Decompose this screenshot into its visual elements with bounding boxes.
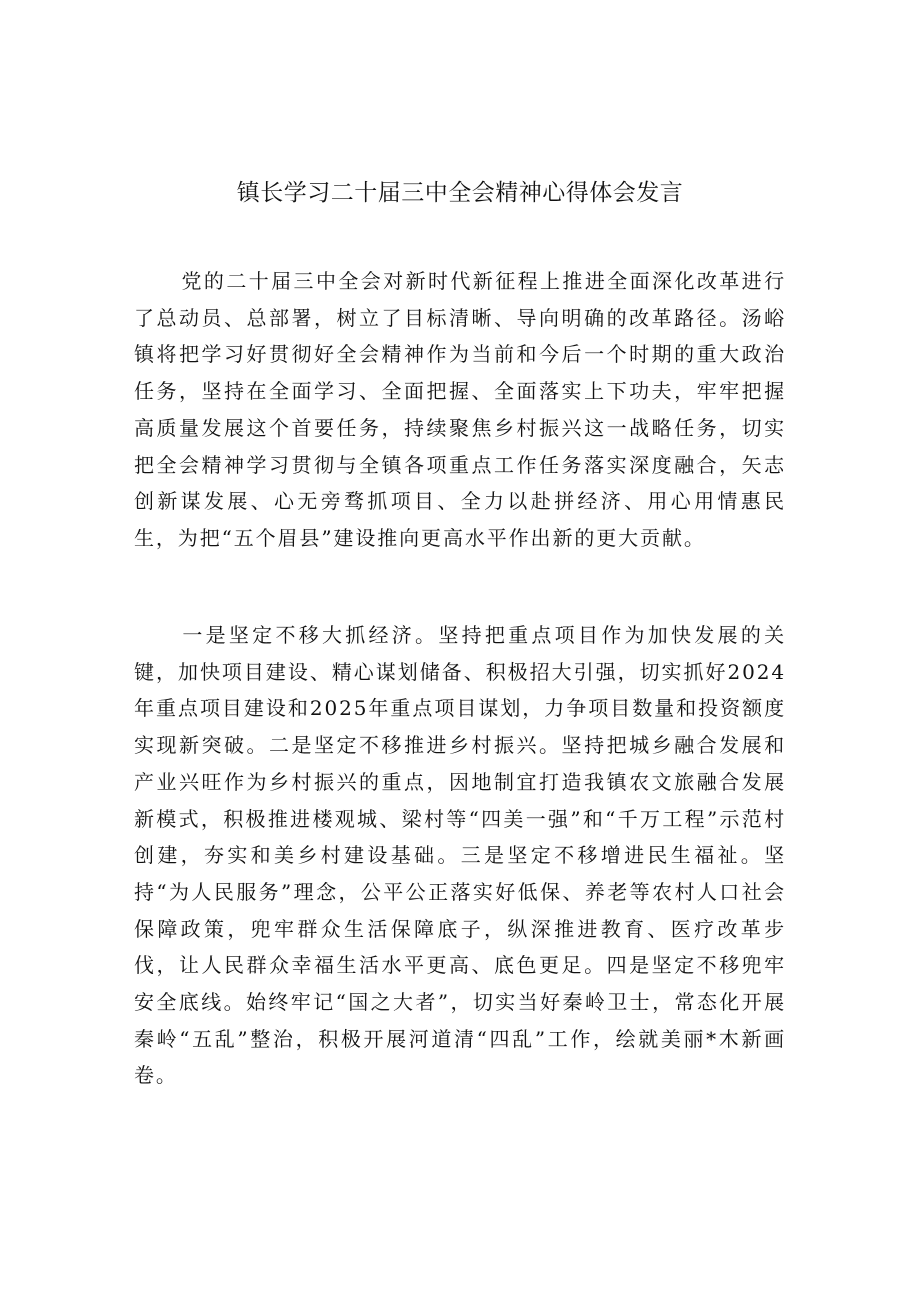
document-title: 镇长学习二十届三中全会精神心得体会发言 — [236, 180, 684, 206]
paragraph-2 — [134, 617, 786, 1094]
paragraph-1 — [134, 263, 786, 557]
paragraph-1-text: 党的二十届三中全会对新时代新征程上推进全面深化改革进行了总动员、总部署，树立了目标清晰、导向明确的改革路径。汤峪镇将把学习好贯彻好全会精神作为当前和今后一个时期的重大政治任务，坚持在全面学习、全面把握、全面落实上下功夫，牢牢把握高质量发展这个首要任务，持续聚焦乡村振兴这一战略任务，切实把全会精神学习贯彻与全镇各项重点工作任务落实深度融合，矢志创新谋发展、心无旁骛抓项目、全力以赴拼经济、用心用情惠民生，为把“五个眉县”建设推向更高水平作出新的更大贡献。 — [134, 269, 786, 550]
paragraph-2-text: 一是坚定不移大抓经济。坚持把重点项目作为加快发展的关键，加快项目建设、精心谋划储备、积极招大引强，切实抓好2024年重点项目建设和2025年重点项目谋划，力争项目数量和投资额度实现新突破。二是坚定不移推进乡村振兴。坚持把城乡融合发展和产业兴旺作为乡村振兴的重点，因地制宜打造我镇农文旅融合发展新模式，积极推进楼观城、梁村等“四美一强”和“千万工程”示范村创建，夯实和美乡村建设基础。三是坚定不移增进民生福祉。坚持“为人民服务”理念，公平公正落实好低保、养老等农村人口社会保障政策，兜牢群众生活保障底子，纵深推进教育、医疗改革步伐，让人民群众幸福生活水平更高、底色更足。四是坚定不移兜牢安全底线。始终牢记“国之大者”，切实当好秦岭卫士，常态化开展秦岭“五乱”整治，积极开展河道清“四乱”工作，绘就美丽*木新画卷。 — [134, 623, 786, 1088]
